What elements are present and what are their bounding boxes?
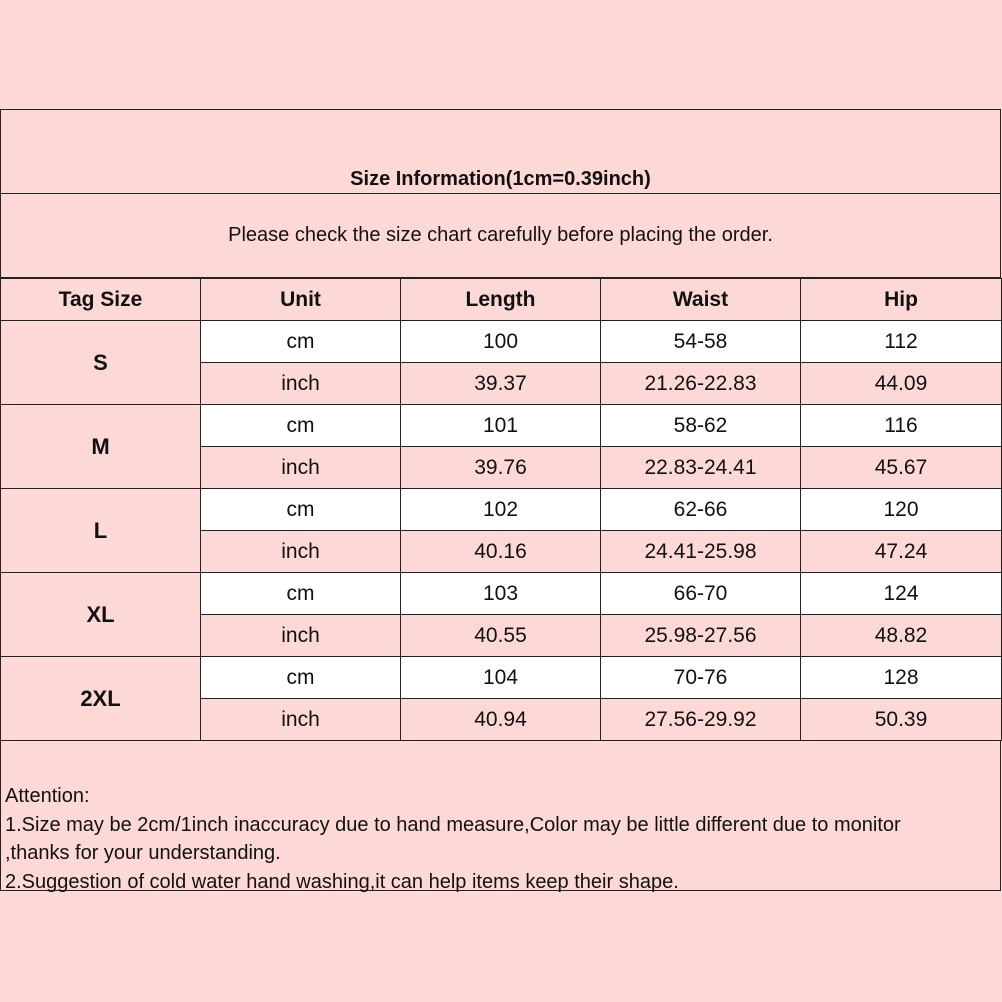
hip-cell: 48.82 xyxy=(801,615,1002,657)
length-cell: 40.94 xyxy=(401,699,601,741)
length-cell: 40.55 xyxy=(401,615,601,657)
unit-cell: cm xyxy=(201,657,401,699)
hip-cell: 120 xyxy=(801,489,1002,531)
attention-notes xyxy=(5,782,999,896)
unit-cell: cm xyxy=(201,405,401,447)
table-header-row xyxy=(1,279,1002,321)
unit-cell: cm xyxy=(201,573,401,615)
length-cell: 102 xyxy=(401,489,601,531)
header-length: Length xyxy=(401,279,601,321)
table-row xyxy=(1,573,1002,615)
size-label: 2XL xyxy=(1,657,201,741)
length-cell: 101 xyxy=(401,405,601,447)
length-cell: 104 xyxy=(401,657,601,699)
waist-cell: 27.56-29.92 xyxy=(601,699,801,741)
hip-cell: 128 xyxy=(801,657,1002,699)
unit-cell: inch xyxy=(201,531,401,573)
hip-cell: 112 xyxy=(801,321,1002,363)
waist-cell: 62-66 xyxy=(601,489,801,531)
waist-cell: 25.98-27.56 xyxy=(601,615,801,657)
size-label: L xyxy=(1,489,201,573)
table-row xyxy=(1,405,1002,447)
waist-cell: 22.83-24.41 xyxy=(601,447,801,489)
attention-heading: Attention: xyxy=(5,785,90,807)
length-cell: 103 xyxy=(401,573,601,615)
header-unit: Unit xyxy=(201,279,401,321)
waist-cell: 21.26-22.83 xyxy=(601,363,801,405)
hip-cell: 50.39 xyxy=(801,699,1002,741)
waist-cell: 70-76 xyxy=(601,657,801,699)
hip-cell: 116 xyxy=(801,405,1002,447)
unit-cell: inch xyxy=(201,615,401,657)
size-table xyxy=(0,278,1002,741)
hip-cell: 47.24 xyxy=(801,531,1002,573)
size-label: M xyxy=(1,405,201,489)
waist-cell: 24.41-25.98 xyxy=(601,531,801,573)
header-hip: Hip xyxy=(801,279,1002,321)
size-label: S xyxy=(1,321,201,405)
length-cell: 39.76 xyxy=(401,447,601,489)
unit-cell: cm xyxy=(201,489,401,531)
waist-cell: 54-58 xyxy=(601,321,801,363)
attention-line-1: 1.Size may be 2cm/1inch inaccuracy due to hand measure,Color may be little different due to monitor xyxy=(5,813,901,836)
attention-line-3: 2.Suggestion of cold water hand washing,it can help items keep their shape. xyxy=(5,870,679,893)
waist-cell: 58-62 xyxy=(601,405,801,447)
waist-cell: 66-70 xyxy=(601,573,801,615)
unit-cell: cm xyxy=(201,321,401,363)
hip-cell: 44.09 xyxy=(801,363,1002,405)
attention-line-2: ,thanks for your understanding. xyxy=(5,842,281,864)
table-row xyxy=(1,657,1002,699)
unit-cell: inch xyxy=(201,363,401,405)
hip-cell: 124 xyxy=(801,573,1002,615)
table-row xyxy=(1,489,1002,531)
length-cell: 39.37 xyxy=(401,363,601,405)
chart-title: Size Information(1cm=0.39inch) xyxy=(1,110,1000,194)
header-tag-size: Tag Size xyxy=(1,279,201,321)
table-row xyxy=(1,321,1002,363)
unit-cell: inch xyxy=(201,447,401,489)
length-cell: 100 xyxy=(401,321,601,363)
chart-note: Please check the size chart carefully before placing the order. xyxy=(1,194,1000,278)
header-waist: Waist xyxy=(601,279,801,321)
size-label: XL xyxy=(1,573,201,657)
length-cell: 40.16 xyxy=(401,531,601,573)
size-chart-sheet xyxy=(0,109,1001,891)
hip-cell: 45.67 xyxy=(801,447,1002,489)
unit-cell: inch xyxy=(201,699,401,741)
